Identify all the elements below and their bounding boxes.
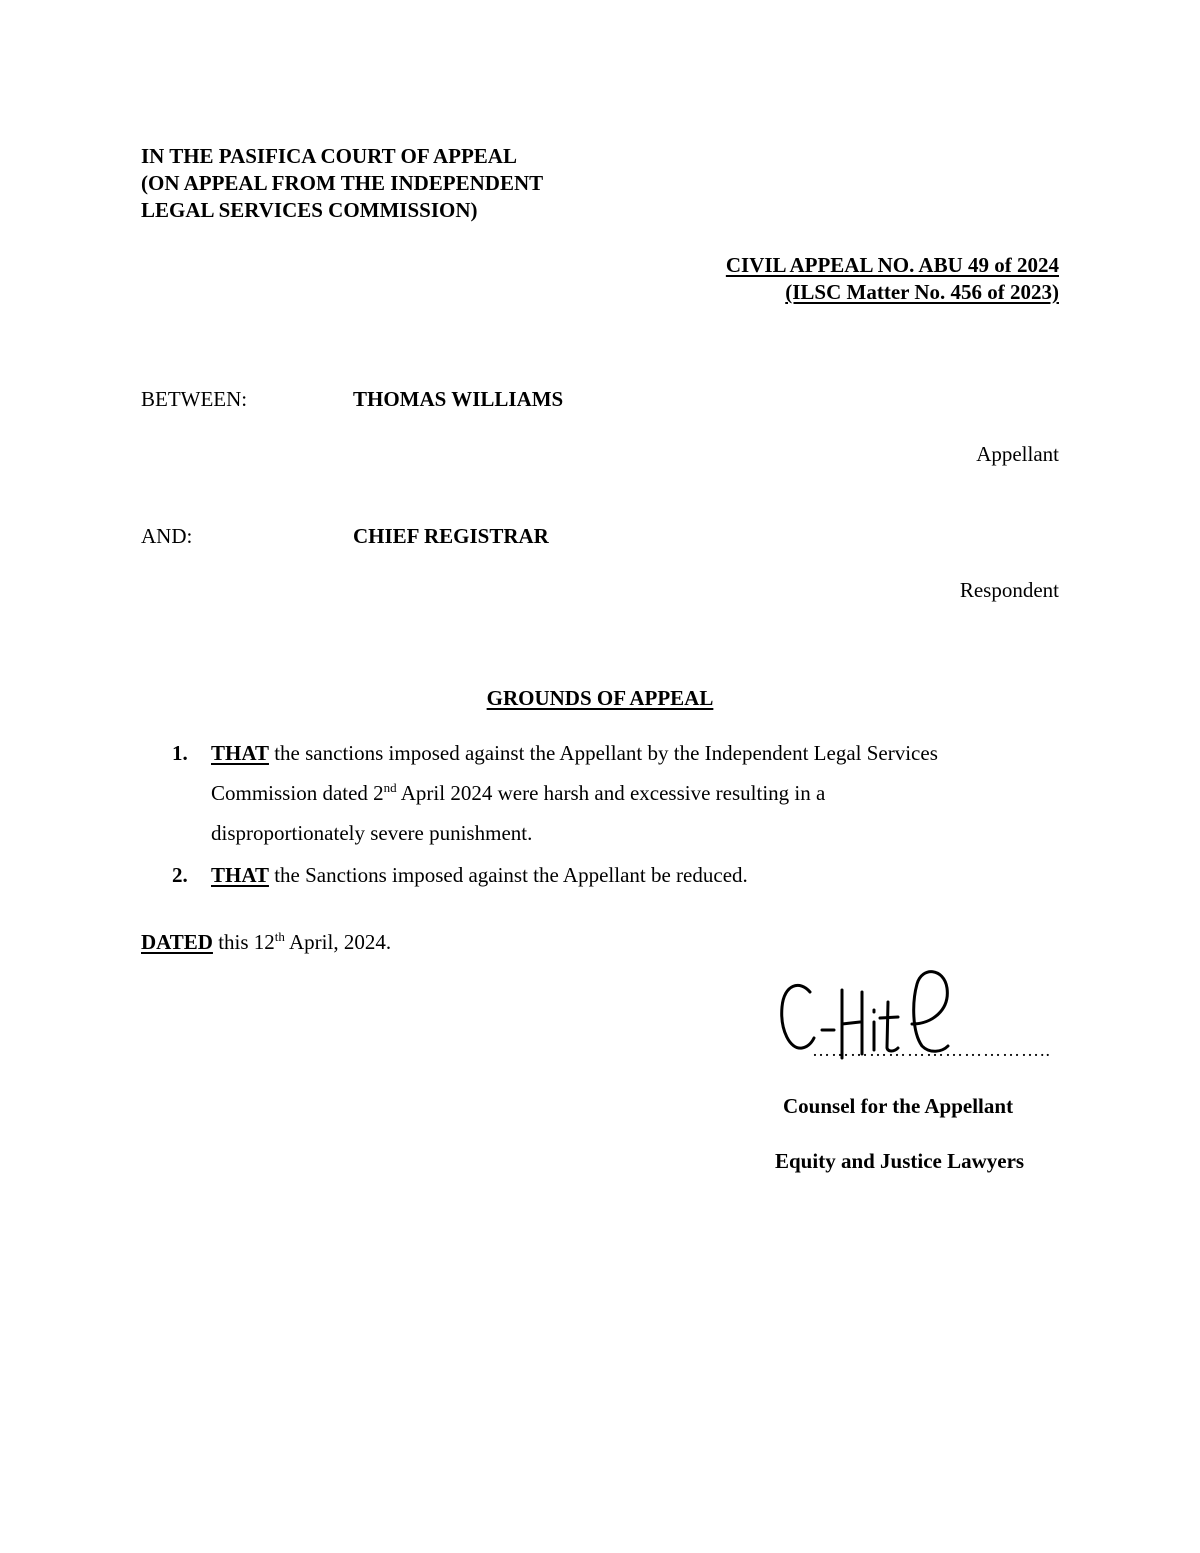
ground-text: April 2024 were harsh and excessive resulting in a	[400, 781, 826, 805]
ordinal-suffix: th	[274, 929, 285, 944]
ground-text: the Sanctions imposed against the Appellant be reduced.	[274, 863, 748, 887]
court-subtitle-line-2: LEGAL SERVICES COMMISSION)	[141, 198, 478, 222]
dated-text: April, 2024.	[289, 930, 392, 954]
ground-line	[211, 855, 1059, 895]
ground-lead: THAT	[211, 863, 269, 887]
respondent-role: Respondent	[959, 578, 1059, 602]
ground-line	[211, 733, 1059, 773]
grounds-heading: GROUNDS OF APPEAL	[486, 686, 714, 710]
ground-number: 1.	[172, 741, 188, 765]
ilsc-matter-number: (ILSC Matter No. 456 of 2023)	[785, 280, 1059, 304]
respondent-name: CHIEF REGISTRAR	[353, 524, 549, 548]
handwritten-signature	[772, 962, 962, 1062]
ground-text: the sanctions imposed against the Appellant by the Independent Legal Services	[274, 741, 938, 765]
ground-text: Commission dated 2	[211, 781, 384, 805]
case-number: CIVIL APPEAL NO. ABU 49 of 2024	[725, 253, 1059, 277]
dated-lead: DATED	[141, 930, 213, 954]
ground-lead: THAT	[211, 741, 269, 765]
ground-line	[211, 773, 1059, 813]
between-label: BETWEEN:	[141, 387, 248, 411]
and-label: AND:	[141, 524, 193, 548]
ground-number: 2.	[172, 863, 188, 887]
ground-item	[172, 733, 1059, 853]
ground-line	[211, 813, 1059, 853]
court-subtitle-line-1: (ON APPEAL FROM THE INDEPENDENT	[141, 171, 544, 195]
ordinal-suffix: nd	[383, 780, 397, 795]
appellant-role: Appellant	[976, 442, 1059, 466]
counsel-title: Counsel for the Appellant	[783, 1094, 1014, 1118]
signature-line: ………………………………..	[812, 1040, 1051, 1060]
dated-line	[141, 930, 391, 955]
court-title: IN THE PASIFICA COURT OF APPEAL	[141, 144, 517, 168]
ground-text: disproportionately severe punishment.	[211, 821, 533, 845]
law-firm-name: Equity and Justice Lawyers	[775, 1149, 1025, 1173]
ground-item	[172, 855, 1059, 895]
appellant-name: THOMAS WILLIAMS	[353, 387, 564, 411]
dated-text: this 12	[218, 930, 275, 954]
